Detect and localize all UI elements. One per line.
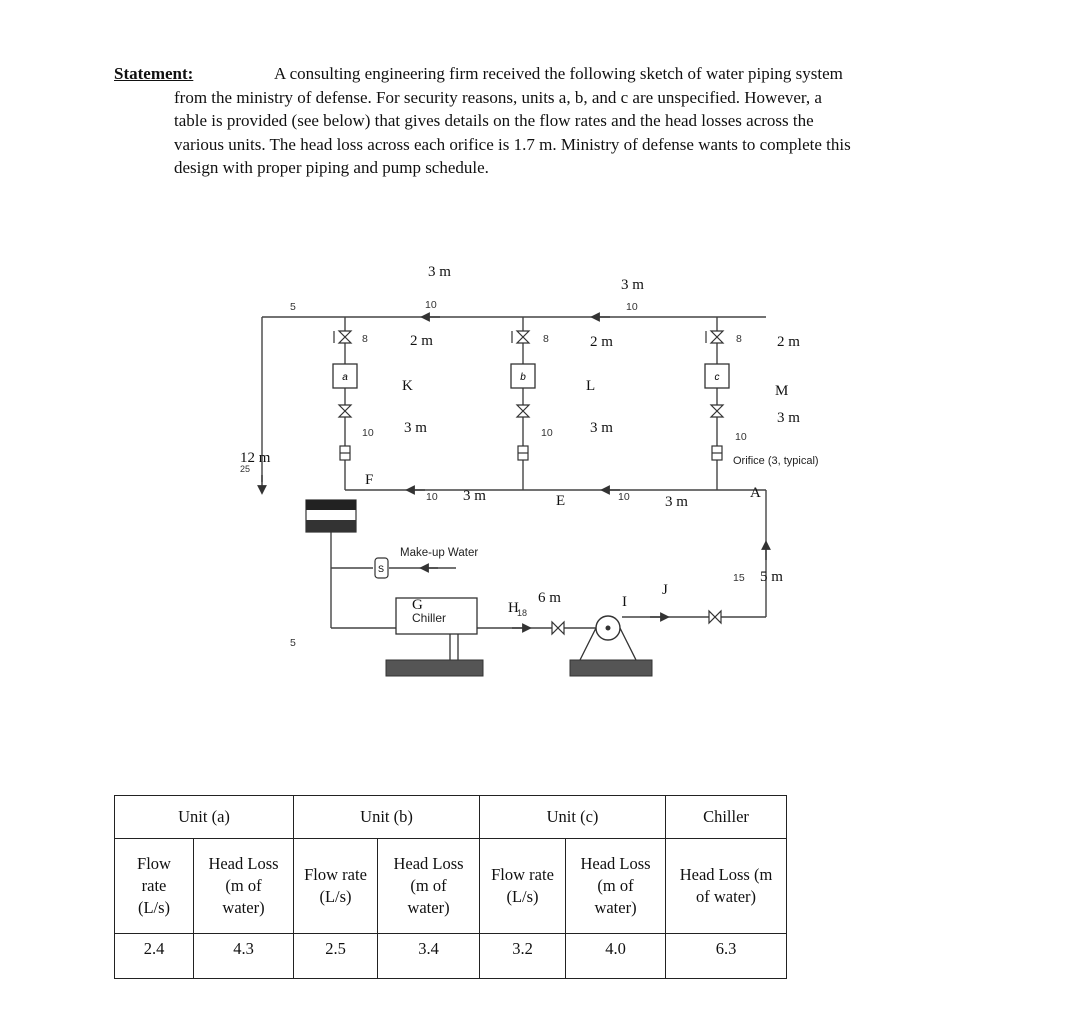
header-line: rate — [141, 876, 167, 895]
table-cell: 6.3 — [666, 934, 787, 979]
unit-data-table — [114, 795, 787, 979]
node-j: J — [662, 582, 668, 598]
pump-stand — [580, 628, 596, 660]
pipe-size: 10 — [541, 427, 553, 439]
dim-left: 12 m — [240, 450, 271, 466]
node-h: H — [508, 600, 519, 616]
dim-ret-k: 3 m — [463, 488, 486, 504]
node-l: L — [586, 378, 596, 394]
header-line: Head Loss — [208, 854, 279, 873]
node-f: F — [365, 472, 374, 488]
dim-m-v2: 3 m — [777, 410, 800, 426]
valve-icon — [711, 331, 723, 343]
unit-a-label: a — [342, 372, 348, 383]
header-line: water) — [407, 898, 450, 917]
valve-icon — [517, 405, 529, 417]
pipe-size: 10 — [626, 301, 638, 313]
pipe-size: 25 — [240, 464, 251, 474]
statement-line-5: design with proper piping and pump schedule. — [174, 158, 489, 177]
node-i: I — [622, 594, 627, 610]
node-k: K — [402, 378, 413, 394]
pipe-size: 10 — [425, 299, 437, 311]
dim-ret-l: 3 m — [665, 494, 688, 510]
valve-icon — [711, 405, 723, 417]
table-subheader-row — [115, 839, 787, 934]
pump-base — [570, 660, 652, 676]
header-line: water) — [594, 898, 637, 917]
unit-b-label: b — [520, 372, 526, 383]
header-line: Head Loss — [393, 854, 464, 873]
header-line: water) — [222, 898, 265, 917]
head-loss-header-chiller — [666, 839, 787, 934]
table-cell: 3.4 — [378, 934, 480, 979]
statement-line-3: table is provided (see below) that gives details on the flow rates and the head losses across the — [174, 111, 814, 130]
statement-line-1: A consulting engineering firm received the following sketch of water piping system — [274, 64, 843, 83]
dim-top-l: 3 m — [621, 277, 644, 293]
pipe-size: 5 — [290, 301, 296, 313]
pipe-size: 10 — [735, 431, 747, 443]
strainer — [375, 558, 388, 578]
pump-stand — [620, 628, 636, 660]
header-line: Head Loss (m — [679, 865, 773, 884]
pipe-size: 10 — [362, 427, 374, 439]
valve-icon — [709, 611, 721, 623]
pipe-size: 8 — [362, 333, 368, 345]
expansion-tank — [306, 500, 356, 532]
node-g: G — [412, 597, 423, 613]
table-cell: 2.4 — [115, 934, 194, 979]
dim-k-v2: 3 m — [404, 420, 427, 436]
head-loss-header-a — [194, 839, 294, 934]
units — [333, 364, 729, 388]
dim-l-v2: 3 m — [590, 420, 613, 436]
head-loss-header-b — [378, 839, 480, 934]
header-line: of water) — [696, 887, 757, 906]
makeup-water-label: Make-up Water — [400, 547, 479, 559]
dim-pump-suction: 6 m — [538, 590, 561, 606]
header-line: Head Loss — [580, 854, 651, 873]
pipe-size: 15 — [733, 572, 745, 584]
node-e: E — [556, 493, 566, 509]
pipe-size: 5 — [290, 637, 296, 649]
strainer-label: S — [377, 564, 385, 574]
orifices — [340, 446, 722, 460]
chiller — [386, 598, 483, 676]
node-a: A — [750, 485, 761, 501]
header-line: (L/s) — [319, 887, 352, 906]
table-cell: 3.2 — [480, 934, 566, 979]
header-line: (m of — [410, 876, 447, 895]
chiller-label: Chiller — [412, 611, 447, 625]
pump — [570, 616, 652, 676]
pipe-size: 18 — [517, 608, 528, 618]
chiller-base — [386, 660, 483, 676]
statement-label: Statement: — [114, 64, 194, 83]
header-line: Flow — [137, 854, 171, 873]
tank-water — [306, 520, 356, 532]
dimension-labels — [240, 264, 800, 606]
pipe-sizes — [240, 299, 747, 649]
statement-line-4: various units. The head loss across each orifice is 1.7 m. Ministry of defense wants to complete this — [174, 134, 851, 154]
table-cell: 4.3 — [194, 934, 294, 979]
header-line: Flow rate — [491, 865, 554, 884]
dim-m-v: 2 m — [777, 334, 800, 350]
dim-top-k: 3 m — [428, 264, 451, 280]
flow-rate-header-b — [294, 839, 378, 934]
header-line: (m of — [225, 876, 262, 895]
pipe-size: 8 — [736, 333, 742, 345]
table-values-row — [115, 934, 787, 979]
table-header-row — [115, 796, 787, 839]
statement-line-2: from the ministry of defense. For security reasons, units a, b, and c are unspecified. However, a — [174, 87, 822, 107]
pipe-size: 8 — [543, 333, 549, 345]
pump-impeller — [606, 626, 611, 631]
chiller-header: Chiller — [666, 796, 787, 839]
valve-icon — [339, 331, 351, 343]
valve-icon — [517, 331, 529, 343]
header-line: (m of — [597, 876, 634, 895]
tank-top — [306, 500, 356, 510]
unit-c-label: c — [714, 372, 720, 383]
node-m: M — [775, 383, 789, 399]
dim-right: 5 m — [760, 569, 783, 585]
valve-icon — [339, 405, 351, 417]
valve-icon — [552, 622, 564, 634]
pipe-size: 10 — [618, 491, 630, 503]
header-line: Flow rate — [304, 865, 367, 884]
unit-b-header: Unit (b) — [294, 796, 480, 839]
table-cell: 2.5 — [294, 934, 378, 979]
flow-rate-header-a — [115, 839, 194, 934]
header-line: (L/s) — [506, 887, 539, 906]
flow-rate-header-c — [480, 839, 566, 934]
unit-a-header: Unit (a) — [115, 796, 294, 839]
table-cell: 4.0 — [566, 934, 666, 979]
orifice-note: Orifice (3, typical) — [733, 455, 819, 467]
unit-c-header: Unit (c) — [480, 796, 666, 839]
header-line: (L/s) — [137, 898, 171, 917]
dim-l-v: 2 m — [590, 334, 613, 350]
dim-k-v: 2 m — [410, 333, 433, 349]
pipe-size: 10 — [426, 491, 438, 503]
head-loss-header-c — [566, 839, 666, 934]
